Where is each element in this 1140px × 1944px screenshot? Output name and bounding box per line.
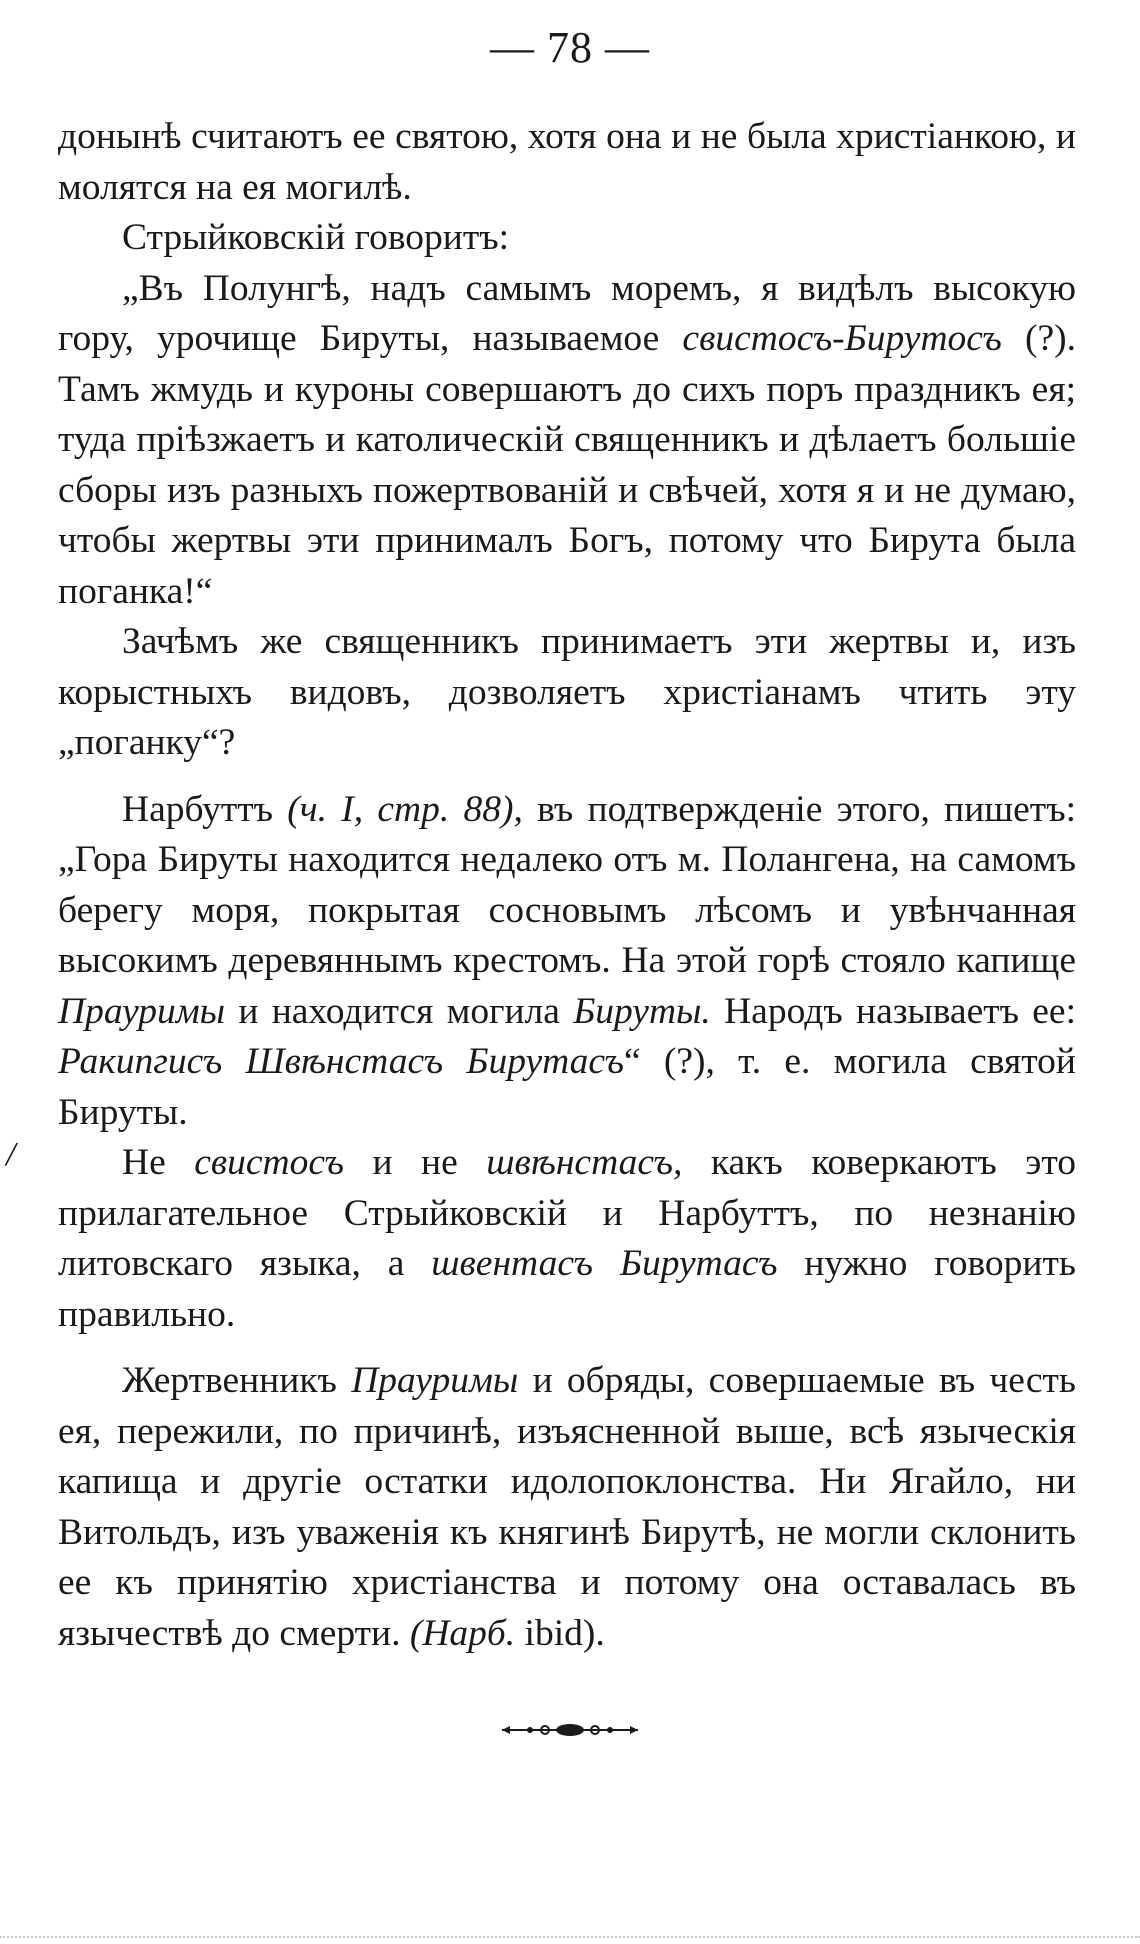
- italic-text-run: швѣнстасъ,: [486, 1142, 683, 1183]
- text-run: Зачѣмъ же священникъ принимаетъ эти жертвы и, изъ корыстныхъ видовъ, дозволяетъ христіанамъ чтить эту „поганку“?: [58, 621, 1076, 763]
- scan-edge-line: [0, 1936, 1140, 1940]
- text-run: „Въ Полунгѣ, надъ самымъ моремъ, я видѣлъ высокую гору, урочище Бируты, называемое: [58, 267, 1076, 359]
- paragraph-2: [58, 213, 1076, 264]
- text-run: и не: [343, 1142, 487, 1183]
- italic-text-run: Прауримы: [351, 1360, 519, 1401]
- italic-text-run: Прауримы: [58, 990, 226, 1032]
- italic-text-run: (Нарб.: [409, 1612, 516, 1654]
- text-run: Народъ называетъ ее:: [710, 990, 1076, 1032]
- paragraph-3: [58, 264, 1076, 618]
- text-run: въ подтвержденіе этого, пишетъ: „Гора Бируты находится недалеко отъ м. Полангена, на самомъ берегу моря, покрытая сосновымъ лѣсомъ и увѣнчанная высокимъ деревяннымъ крестомъ. На этой горѣ стояло капище: [58, 788, 1076, 981]
- paragraph-1: [58, 112, 1076, 213]
- paragraph-5: [58, 785, 1076, 1139]
- ornament-icon: [500, 1718, 640, 1742]
- text-run: какъ коверкаютъ это прилагательное Стрыйковскій и Нарбуттъ, по незнанію литовскаго языка, а: [58, 1142, 1077, 1284]
- text-run: нужно говорить правильно.: [58, 1243, 1076, 1335]
- italic-text-run: свистосъ-Бирутосъ: [682, 318, 1002, 359]
- text-run: донынѣ считаютъ ее святою, хотя она и не была христіанкою, и молятся на ея могилѣ.: [58, 116, 1076, 208]
- paragraph-6: [58, 1138, 1076, 1340]
- italic-text-run: (ч. I, стр. 88),: [287, 788, 523, 830]
- text-run: ibid).: [515, 1612, 605, 1654]
- text-run: Не: [122, 1142, 195, 1183]
- text-run: Жертвенникъ: [122, 1360, 352, 1401]
- italic-text-run: Ракипгисъ Швѣнстасъ Бирутасъ: [58, 1041, 624, 1082]
- text-run: Стрыйковскій говоритъ:: [122, 217, 510, 258]
- paragraph-7: [58, 1356, 1076, 1659]
- text-run: Нарбуттъ: [122, 788, 288, 830]
- italic-text-run: швентасъ Бирутасъ: [431, 1243, 778, 1284]
- margin-pencil-mark: /: [6, 1136, 16, 1173]
- italic-text-run: свистосъ: [194, 1142, 344, 1183]
- paragraph-4: [58, 617, 1076, 769]
- text-run: “ (?), т. е. могила святой Бируты.: [58, 1041, 1076, 1133]
- tailpiece-ornament: [0, 1718, 1140, 1748]
- text-run: (?). Тамъ жмудь и куроны совершаютъ до сихъ поръ праздникъ ея; туда пріѣзжаетъ и католическій священникъ и дѣлаетъ большіе сборы изъ разныхъ пожертвованій и свѣчей, хотя я и не думаю, чтобы жертвы эти принималъ Богъ, потому что Бирута была поганка!“: [58, 318, 1077, 612]
- italic-text-run: Бируты.: [573, 990, 711, 1032]
- page-number: — 78 —: [490, 23, 650, 72]
- text-run: и находится могила: [225, 990, 574, 1032]
- text-run: и обряды, совершаемые въ честь ея, пережили, по причинѣ, изъясненной выше, всѣ языческія капища и другіе остатки идолопоклонства. Ни Ягайло, ни Витольдъ, изъ уваженія къ княгинѣ Бирутѣ, не могли склонить ее къ принятію христіанства и потому она оставалась въ язычествѣ до смерти.: [58, 1360, 1076, 1654]
- body-text: [58, 112, 1076, 1659]
